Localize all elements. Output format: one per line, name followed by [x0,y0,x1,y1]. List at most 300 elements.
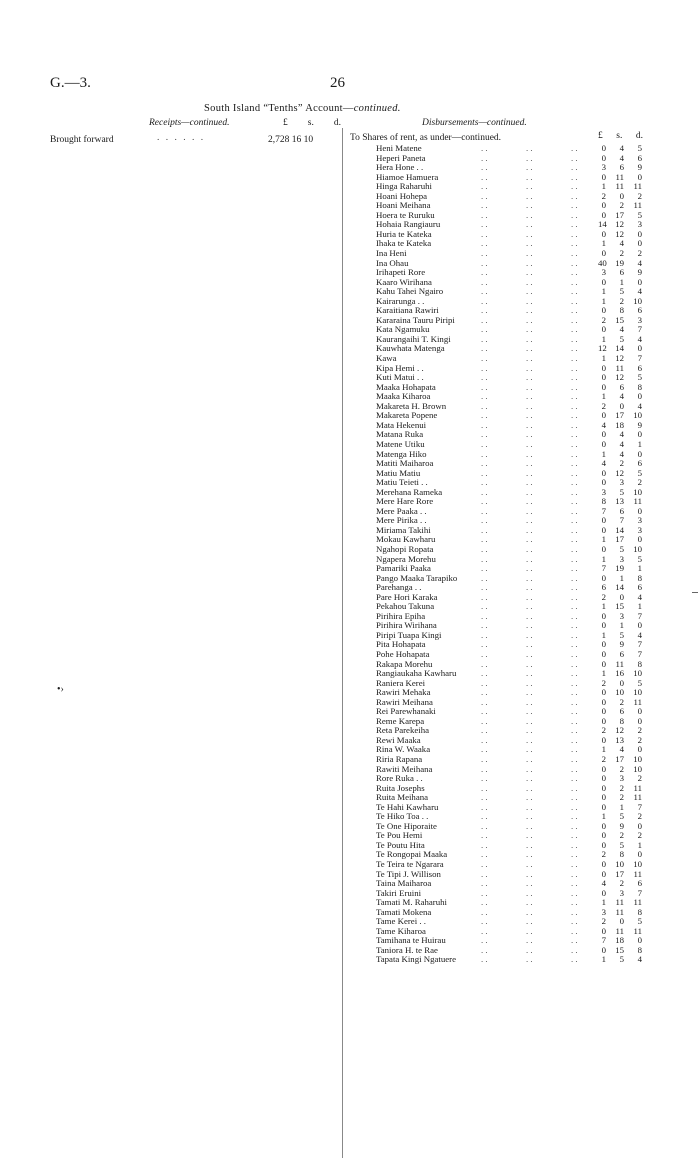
pounds-value: 3 [601,486,606,497]
shillings-value: 3 [619,553,624,564]
shillings-value: 6 [619,648,624,659]
payee-name: Kararaina Tauru Piripi [376,314,455,325]
pence-value: 2 [637,248,642,259]
payee-name: Kuti Matui . . [376,372,424,383]
pounds-value: 0 [601,410,606,421]
pence-value: 6 [637,362,642,373]
table-row [0,201,700,211]
pence-value: 0 [637,744,642,755]
table-row [0,755,700,765]
table-row [0,602,700,612]
brought-forward-label: Brought forward [50,135,114,145]
pence-value: 6 [637,582,642,593]
table-row [0,297,700,307]
shillings-value: 1 [619,620,624,631]
leader-dots: . . . . . . [481,391,578,402]
table-row [0,803,700,813]
leader-dots: . . . . . . [481,677,578,688]
pounds-value: 0 [601,200,606,211]
table-row [0,765,700,775]
pounds-value: 0 [601,572,606,583]
payee-name: Pita Hohapata [376,639,426,650]
pence-value: 0 [637,343,642,354]
pounds-value: 0 [601,477,606,488]
shillings-value: 12 [615,725,624,736]
pence-value: 1 [637,438,642,449]
leader-dots: . . . . . . [481,563,578,574]
shillings-value: 12 [615,467,624,478]
leader-dots: . . . . . . [481,715,578,726]
pence-value: 7 [637,353,642,364]
table-row [0,344,700,354]
pounds-value: 0 [601,734,606,745]
pounds-value: 12 [598,343,607,354]
shillings-value: 10 [615,859,624,870]
pence-value: 4 [637,400,642,411]
pounds-value: 14 [598,219,607,230]
table-row [0,917,700,927]
pounds-value: 3 [601,267,606,278]
table-row [0,163,700,173]
leader-dots: . . . . . . [481,458,578,469]
pounds-value: 2 [601,190,606,201]
payee-name: Rawiri Mehaka [376,687,431,698]
pence-value: 10 [633,543,642,554]
leader-dots: . . . . . . [481,295,578,306]
leader-dots: . . . . . . [481,419,578,430]
payee-name: Maaka Hohapata [376,381,436,392]
pounds-value: 0 [601,143,606,153]
payee-name: Taina Maiharoa [376,878,432,889]
pounds-value: 40 [598,257,607,268]
payee-name: Tame Kerei . . [376,916,426,927]
pence-value: 5 [637,143,642,153]
shillings-value: 15 [615,314,624,325]
payee-name: Pare Hori Karaka [376,591,438,602]
shillings-value: 17 [615,868,624,879]
pounds-value: 0 [601,610,606,621]
shillings-value: 5 [619,839,624,850]
table-row [0,478,700,488]
leader-dots: . . . . . . [481,381,578,392]
pence-value: 6 [637,458,642,469]
leader-dots: . . . . . . [481,467,578,478]
pence-value: 7 [637,801,642,812]
pounds-value: 0 [601,925,606,936]
pounds-value: 0 [601,171,606,182]
table-row [0,430,700,440]
table-row [0,564,700,574]
leader-dots: . . . . . . [481,763,578,774]
shillings-value: 1 [619,572,624,583]
payee-name: Ihaka te Kateka [376,238,432,249]
leader-dots: . . . . . . [481,897,578,908]
payee-name: Kahu Tahei Ngairo [376,286,444,297]
shillings-value: 4 [619,438,624,449]
pence-value: 0 [637,448,642,459]
pence-header: d. [635,131,643,141]
pounds-value: 1 [601,629,606,640]
pounds-value: 0 [601,620,606,631]
shillings-value: 4 [619,143,624,153]
leader-dots: . . . . . . [481,792,578,803]
payee-name: Hera Hone . . [376,162,424,173]
table-row [0,364,700,374]
pence-value: 8 [637,658,642,669]
payee-name: Tamihana te Huirau [376,935,446,946]
table-row [0,908,700,918]
table-row [0,736,700,746]
pounds-value: 0 [601,696,606,707]
pence-value: 11 [633,696,642,707]
pounds-value: 2 [601,849,606,860]
table-row [0,793,700,803]
shillings-value: 15 [615,944,624,955]
pence-value: 2 [637,734,642,745]
shillings-value: 13 [615,734,624,745]
pence-value: 2 [637,830,642,841]
table-row [0,278,700,288]
shillings-value: 5 [619,486,624,497]
pence-value: 10 [633,668,642,679]
table-row [0,946,700,956]
table-row [0,621,700,631]
pounds-value: 0 [601,152,606,163]
table-row [0,698,700,708]
title-italic: continued. [353,103,401,114]
pence-value: 10 [633,295,642,306]
pounds-value: 1 [601,295,606,306]
pence-value: 4 [637,591,642,602]
leader-dots: . . . . . . [481,944,578,955]
pence-value: 3 [637,515,642,526]
table-row [0,831,700,841]
table-row [0,574,700,584]
leader-dots: . . . . . . [481,801,578,812]
payee-name: Te Tipi J. Willison [376,868,441,879]
shillings-value: 2 [619,696,624,707]
pence-value: 5 [637,467,642,478]
leader-dots: . . . . . . [481,639,578,650]
pounds-value: 0 [601,324,606,335]
pounds-value: 8 [601,496,606,507]
leader-dots: . . . . . . [481,305,578,316]
pence-value: 7 [637,324,642,335]
leader-dots: . . . . . . [481,400,578,411]
pence-value: 6 [637,878,642,889]
leader-dots: . . . . . . [481,648,578,659]
pence-value: 10 [633,763,642,774]
shillings-value: 11 [615,362,624,373]
pounds-value: 4 [601,878,606,889]
table-row [0,784,700,794]
pence-value: 0 [637,505,642,516]
pounds-value: 1 [601,448,606,459]
pounds-value: 0 [601,305,606,316]
pounds-value: 7 [601,563,606,574]
pence-value: 5 [637,372,642,383]
leader-dots: . . . . . . [481,591,578,602]
pence-value: 11 [633,925,642,936]
pence-value: 0 [637,935,642,946]
leader-dots: . . . . . . [481,515,578,526]
pounds-value: 2 [601,314,606,325]
shillings-value: 12 [615,219,624,230]
table-row [0,745,700,755]
table-row [0,459,700,469]
receipts-column-headers [283,118,341,128]
shillings-value: 15 [615,601,624,612]
pence-value: 3 [637,524,642,535]
payee-name: Tamati Mokena [376,906,432,917]
pounds-value: 1 [601,601,606,612]
table-row [0,259,700,269]
payee-name: Taniora H. te Rae [376,944,438,955]
pounds-value: 7 [601,505,606,516]
pence-value: 10 [633,486,642,497]
payee-name: Riria Rapana [376,754,423,764]
shillings-value: 8 [619,715,624,726]
table-row [0,230,700,240]
shillings-value: 0 [619,916,624,927]
shillings-value: 6 [619,162,624,173]
leader-dots: . . . . . . [481,429,578,440]
table-row [0,220,700,230]
payee-name: Te One Hiporaite [376,820,437,831]
leader-dots: . . . . . . [481,228,578,239]
payee-name: Mata Hekenui [376,419,427,430]
shillings-value: 3 [619,477,624,488]
pounds-value: 0 [601,648,606,659]
shillings-value: 8 [619,305,624,316]
payee-name: Mokau Kawharu [376,534,436,545]
leader-dots: . . . . . . [481,534,578,545]
pence-value: 2 [637,811,642,822]
leader-dots: . . . . . . [481,849,578,860]
shillings-value: 5 [619,954,624,965]
leader-dots: . . . . . . [481,343,578,354]
pence-value: 5 [637,209,642,220]
payee-name: Rawiri Meihana [376,696,433,707]
leader-dots: . . . . . . [481,257,578,268]
payee-name: Rei Parewhanaki [376,706,436,717]
shillings-value: 16 [615,668,624,679]
leader-dots: . . . . . . [481,820,578,831]
payee-name: Matiu Matiu [376,467,421,478]
pence-header: d. [333,118,341,128]
table-row [0,411,700,421]
shillings-value: 3 [619,773,624,784]
pence-value: 0 [637,429,642,440]
payee-name: Ina Ohau [376,257,409,268]
payee-name: Ruita Josephs [376,782,425,793]
leader-dots: . . . . . . [481,782,578,793]
payee-name: Mere Pirika . . [376,515,427,526]
table-row [0,325,700,335]
pounds-value: 0 [601,801,606,812]
table-row [0,154,700,164]
table-row [0,516,700,526]
payee-name: Pamariki Paaka [376,563,431,574]
leader-dots: . . . . . . [481,582,578,593]
leader-dots: . . . . . . [481,238,578,249]
pounds-header: £ [598,131,603,141]
pounds-value: 1 [601,353,606,364]
leader-dots: . . . . . . [481,314,578,325]
leader-dots: . . . . . . [481,190,578,201]
pence-value: 0 [637,820,642,831]
payee-name: Pekahou Takuna [376,601,435,612]
pence-value: 7 [637,639,642,650]
table-row [0,545,700,555]
pounds-value: 0 [601,830,606,841]
payee-name: Kaurangaihi T. Kingi [376,333,451,344]
table-row [0,879,700,889]
pence-value: 4 [637,954,642,965]
pence-value: 6 [637,152,642,163]
page-identifier: G.—3. [50,75,91,91]
pounds-value: 0 [601,839,606,850]
payee-name: Reme Karepa [376,715,425,726]
table-row [0,955,700,965]
leader-dots: . . . . . . [481,209,578,220]
payee-name: Hinga Raharuhi [376,181,432,192]
table-row [0,239,700,249]
shillings-value: 5 [619,543,624,554]
margin-mark [692,592,698,593]
pence-value: 6 [637,305,642,316]
table-row [0,268,700,278]
shillings-value: 18 [615,935,624,946]
leader-dots: . . . . . . [481,811,578,822]
table-row [0,707,700,717]
pence-value: 11 [633,496,642,507]
pounds-value: 0 [601,467,606,478]
payee-name: Hoani Meihana [376,200,431,211]
leader-dots: . . . . . . [481,171,578,182]
payee-name: Te Hiko Toa . . [376,811,429,822]
leader-dots: . . . . . . [481,916,578,927]
pounds-value: 3 [601,162,606,173]
table-row [0,354,700,364]
table-row [0,173,700,183]
disbursements-heading: Disbursements—continued. [422,118,527,128]
pounds-value: 0 [601,276,606,287]
shillings-value: 2 [619,782,624,793]
table-row [0,555,700,565]
pence-value: 7 [637,648,642,659]
shillings-value: 4 [619,238,624,249]
leader-dots: . . . . . . [481,143,578,153]
pence-value: 0 [637,228,642,239]
leader-dots: . . . . . . [481,181,578,192]
brought-forward-amount: 2,728 16 10 [268,135,314,145]
leader-dots: . . . . . . [481,925,578,936]
pence-value: 8 [637,944,642,955]
pence-value: 5 [637,553,642,564]
leader-dots: . . . . . . [481,668,578,679]
payee-name: Kauwhata Matenga [376,343,445,354]
shillings-value: 4 [619,744,624,755]
table-row [0,822,700,832]
shillings-value: 11 [615,925,624,936]
table-row [0,860,700,870]
pence-value: 0 [637,276,642,287]
pounds-value: 0 [601,773,606,784]
pounds-value: 0 [601,639,606,650]
leader-dots: . . . . . . [481,353,578,364]
payee-name: Raniera Kerei [376,677,426,688]
pounds-value: 1 [601,954,606,965]
pence-value: 8 [637,572,642,583]
payee-name: Merehana Rameka [376,486,443,497]
table-row [0,392,700,402]
shillings-value: 2 [619,830,624,841]
shillings-value: 10 [615,687,624,698]
leader-dots: . . . . . . [481,696,578,707]
pence-value: 10 [633,687,642,698]
leader-dots: . . . . . . [481,486,578,497]
shillings-value: 17 [615,410,624,421]
shillings-value: 4 [619,448,624,459]
shillings-value: 9 [619,820,624,831]
payee-name: Tamati M. Raharuhi [376,897,447,908]
payee-name: Matene Utiku [376,438,425,449]
pounds-header: £ [283,118,288,128]
shillings-value: 4 [619,152,624,163]
payee-name: Mere Hare Rore [376,496,434,507]
table-row [0,316,700,326]
payee-name: Matenga Hiko [376,448,427,459]
table-row [0,679,700,689]
leader-dots: . . . . . . [481,162,578,173]
pounds-value: 3 [601,906,606,917]
table-row [0,612,700,622]
stray-mark: •› [57,684,64,695]
table-row [0,688,700,698]
leader-dots: . . . . . . [481,601,578,612]
pence-value: 4 [637,257,642,268]
page-title [204,103,401,114]
shillings-value: 0 [619,591,624,602]
table-row [0,440,700,450]
pounds-value: 0 [601,248,606,259]
leader-dots: . . . . . . [481,906,578,917]
payee-name: Pohe Hohapata [376,648,430,659]
pounds-value: 1 [601,553,606,564]
shillings-value: 3 [619,610,624,621]
leader-dots: . . . . . . [481,362,578,373]
shillings-value: 0 [619,677,624,688]
leader-dots: . . . . . . [481,438,578,449]
pence-value: 0 [637,849,642,860]
shillings-value: 2 [619,458,624,469]
pounds-value: 0 [601,944,606,955]
pounds-value: 0 [601,792,606,803]
payee-name: Karaitiana Rawiri [376,305,439,316]
shillings-value: 17 [615,209,624,220]
table-row [0,469,700,479]
payee-name: Matana Ruka [376,429,424,440]
pence-value: 11 [633,868,642,879]
pence-value: 4 [637,333,642,344]
leader-dots: . . . . . . [481,286,578,297]
payee-name: Makareta H. Brown [376,400,447,411]
pounds-value: 7 [601,935,606,946]
leader-dots: . . . . . . [481,620,578,631]
payee-name: Takiri Eruini [376,887,422,898]
pence-value: 4 [637,629,642,640]
